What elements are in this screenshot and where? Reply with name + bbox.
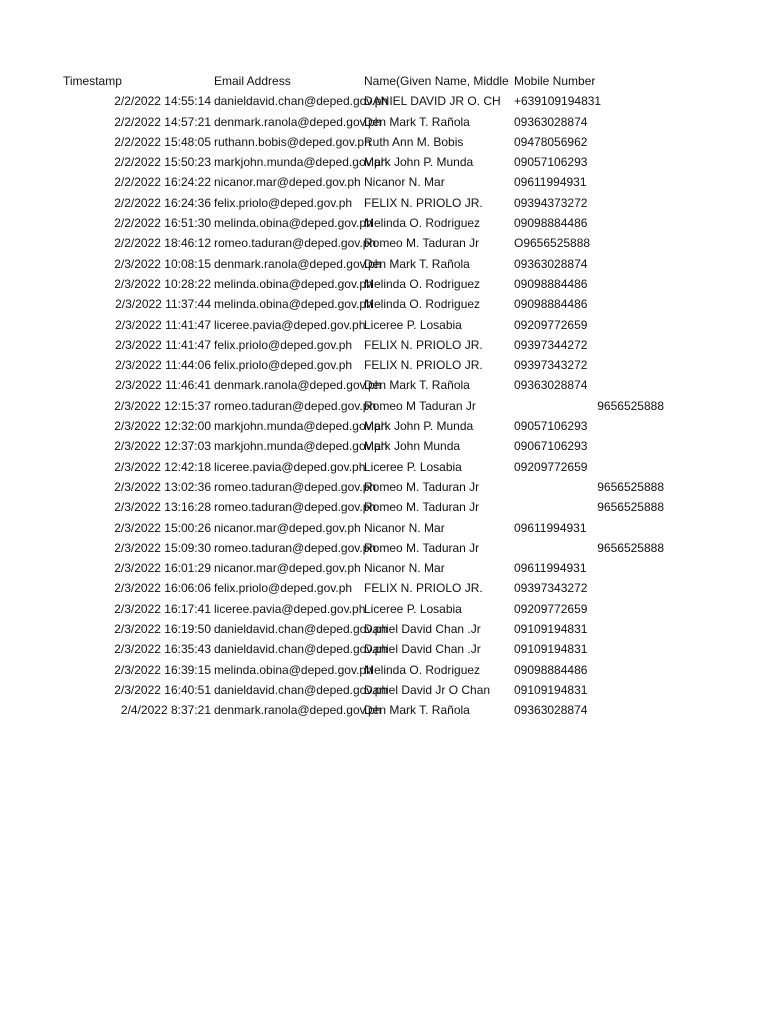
name-cell: Melinda O. Rodriguez — [364, 662, 481, 677]
name-cell: Nicanor N. Mar — [364, 520, 445, 535]
timestamp-cell: 2/2/2022 15:50:23 — [114, 155, 211, 170]
timestamp-cell: 2/2/2022 16:24:36 — [114, 195, 211, 210]
mobile-cell: 09363028874 — [514, 703, 588, 718]
timestamp-cell: 2/3/2022 16:39:15 — [114, 662, 211, 677]
timestamp-cell: 2/3/2022 15:00:26 — [114, 520, 211, 535]
name-cell: Liceree P. Losabia — [364, 601, 462, 616]
email-cell: liceree.pavia@deped.gov.ph — [214, 601, 366, 616]
mobile-cell: 09057106293 — [514, 155, 588, 170]
name-cell: Daniel David Chan .Jr — [364, 642, 481, 657]
name-cell: Melinda O. Rodriguez — [364, 216, 481, 231]
email-cell: markjohn.munda@deped.gov.ph — [214, 439, 388, 454]
timestamp-cell: 2/3/2022 12:42:18 — [114, 459, 211, 474]
email-cell: melinda.obina@deped.gov.ph — [214, 216, 373, 231]
email-cell: romeo.taduran@deped.gov.ph — [214, 236, 377, 251]
email-cell: markjohn.munda@deped.gov.ph — [214, 155, 388, 170]
mobile-cell: 9656525888 — [597, 500, 664, 515]
email-cell: felix.priolo@deped.gov.ph — [214, 195, 353, 210]
name-cell: Melinda O. Rodriguez — [364, 297, 481, 312]
mobile-cell: 09611994931 — [514, 561, 587, 576]
mobile-cell: 09611994931 — [514, 520, 587, 535]
mobile-cell: 09109194831 — [514, 682, 588, 697]
mobile-cell: 09057106293 — [514, 419, 588, 434]
name-cell: Liceree P. Losabia — [364, 459, 462, 474]
email-cell: markjohn.munda@deped.gov.ph — [214, 419, 388, 434]
timestamp-cell: 2/2/2022 16:51:30 — [114, 216, 211, 231]
mobile-cell: 9656525888 — [597, 398, 664, 413]
email-cell: romeo.taduran@deped.gov.ph — [214, 398, 377, 413]
mobile-cell: 9656525888 — [597, 479, 664, 494]
mobile-cell: 09397343272 — [514, 581, 588, 596]
email-cell: melinda.obina@deped.gov.ph — [214, 276, 373, 291]
mobile-cell: +639109194831 — [514, 94, 602, 109]
name-cell: FELIX N. PRIOLO JR. — [364, 581, 483, 596]
name-cell: Liceree P. Losabia — [364, 317, 462, 332]
email-cell: danieldavid.chan@deped.gov.ph — [214, 642, 389, 657]
header-mobile: Mobile Number — [514, 74, 596, 88]
email-cell: ruthann.bobis@deped.gov.ph — [214, 134, 371, 149]
name-cell: Melinda O. Rodriguez — [364, 276, 481, 291]
timestamp-cell: 2/2/2022 14:57:21 — [114, 114, 211, 129]
email-cell: denmark.ranola@deped.gov.ph — [214, 378, 382, 393]
timestamp-cell: 2/3/2022 12:32:00 — [114, 419, 211, 434]
name-cell: Romeo M. Taduran Jr — [364, 500, 480, 515]
name-cell: Mark John Munda — [364, 439, 461, 454]
timestamp-cell: 2/3/2022 11:37:44 — [115, 297, 211, 312]
email-cell: romeo.taduran@deped.gov.ph — [214, 500, 377, 515]
header-email: Email Address — [214, 74, 291, 88]
mobile-cell: 09098884486 — [514, 216, 588, 231]
timestamp-cell: 2/3/2022 10:28:22 — [114, 276, 211, 291]
timestamp-cell: 2/3/2022 16:35:43 — [114, 642, 211, 657]
timestamp-cell: 2/3/2022 12:15:37 — [114, 398, 211, 413]
name-cell: Daniel David Chan .Jr — [364, 622, 481, 637]
name-cell: Romeo M Taduran Jr — [364, 398, 476, 413]
email-cell: danieldavid.chan@deped.gov.ph — [214, 94, 389, 109]
mobile-cell: 09098884486 — [514, 662, 588, 677]
mobile-cell: 9656525888 — [597, 540, 664, 555]
email-cell: liceree.pavia@deped.gov.ph — [214, 317, 366, 332]
mobile-cell: 09098884486 — [514, 297, 588, 312]
name-cell: Daniel David Jr O Chan — [364, 682, 491, 697]
mobile-cell: 09209772659 — [514, 601, 588, 616]
mobile-cell: 09611994931 — [514, 175, 587, 190]
email-cell: felix.priolo@deped.gov.ph — [214, 581, 353, 596]
timestamp-cell: 2/3/2022 15:09:30 — [114, 540, 211, 555]
name-cell: FELIX N. PRIOLO JR. — [364, 358, 483, 373]
timestamp-cell: 2/3/2022 16:19:50 — [114, 622, 211, 637]
email-cell: romeo.taduran@deped.gov.ph — [214, 540, 377, 555]
mobile-cell: 09098884486 — [514, 276, 588, 291]
header-timestamp: Timestamp — [63, 74, 122, 88]
name-cell: Den Mark T. Rañola — [364, 114, 470, 129]
timestamp-cell: 2/3/2022 13:16:28 — [114, 500, 211, 515]
mobile-cell: 09109194831 — [514, 642, 588, 657]
mobile-cell: 09363028874 — [514, 256, 588, 271]
name-cell: Nicanor N. Mar — [364, 561, 445, 576]
timestamp-cell: 2/2/2022 15:48:05 — [114, 134, 211, 149]
email-cell: denmark.ranola@deped.gov.ph — [214, 114, 382, 129]
mobile-cell: 09209772659 — [514, 317, 588, 332]
name-cell: Mark John P. Munda — [364, 419, 474, 434]
name-cell: Romeo M. Taduran Jr — [364, 236, 480, 251]
mobile-cell: 09209772659 — [514, 459, 588, 474]
email-cell: danieldavid.chan@deped.gov.ph — [214, 682, 389, 697]
email-cell: melinda.obina@deped.gov.ph — [214, 297, 373, 312]
name-cell: FELIX N. PRIOLO JR. — [364, 337, 483, 352]
timestamp-cell: 2/3/2022 11:41:47 — [115, 317, 211, 332]
email-cell: liceree.pavia@deped.gov.ph — [214, 459, 366, 474]
name-cell: Ruth Ann M. Bobis — [364, 134, 464, 149]
email-cell: romeo.taduran@deped.gov.ph — [214, 479, 377, 494]
email-cell: danieldavid.chan@deped.gov.ph — [214, 622, 389, 637]
email-cell: nicanor.mar@deped.gov.ph — [214, 175, 361, 190]
email-cell: felix.priolo@deped.gov.ph — [214, 358, 353, 373]
mobile-cell: 09397344272 — [514, 337, 588, 352]
mobile-cell: 09478056962 — [514, 134, 588, 149]
timestamp-cell: 2/2/2022 16:24:22 — [114, 175, 211, 190]
name-cell: FELIX N. PRIOLO JR. — [364, 195, 483, 210]
mobile-cell: 09109194831 — [514, 622, 588, 637]
timestamp-cell: 2/2/2022 14:55:14 — [114, 94, 211, 109]
mobile-cell: 09397343272 — [514, 358, 588, 373]
timestamp-cell: 2/3/2022 16:40:51 — [114, 682, 211, 697]
email-cell: denmark.ranola@deped.gov.ph — [214, 256, 382, 271]
mobile-cell: 09067106293 — [514, 439, 588, 454]
timestamp-cell: 2/3/2022 12:37:03 — [114, 439, 211, 454]
email-cell: denmark.ranola@deped.gov.ph — [214, 703, 382, 718]
name-cell: Mark John P. Munda — [364, 155, 474, 170]
timestamp-cell: 2/3/2022 16:01:29 — [114, 561, 211, 576]
header-name: Name(Given Name, Middle — [364, 74, 509, 88]
timestamp-cell: 2/3/2022 16:17:41 — [114, 601, 211, 616]
email-cell: nicanor.mar@deped.gov.ph — [214, 561, 361, 576]
name-cell: Nicanor N. Mar — [364, 175, 445, 190]
name-cell: DANIEL DAVID JR O. CH — [364, 94, 501, 109]
name-cell: Den Mark T. Rañola — [364, 703, 470, 718]
timestamp-cell: 2/3/2022 11:46:41 — [115, 378, 211, 393]
timestamp-cell: 2/3/2022 16:06:06 — [114, 581, 211, 596]
mobile-cell: 09394373272 — [514, 195, 588, 210]
name-cell: Romeo M. Taduran Jr — [364, 479, 480, 494]
mobile-cell: 09363028874 — [514, 114, 588, 129]
name-cell: Den Mark T. Rañola — [364, 256, 470, 271]
email-cell: melinda.obina@deped.gov.ph — [214, 662, 373, 677]
email-cell: nicanor.mar@deped.gov.ph — [214, 520, 361, 535]
timestamp-cell: 2/3/2022 11:44:06 — [115, 358, 211, 373]
mobile-cell: 09363028874 — [514, 378, 588, 393]
email-cell: felix.priolo@deped.gov.ph — [214, 337, 353, 352]
timestamp-cell: 2/3/2022 10:08:15 — [114, 256, 211, 271]
timestamp-cell: 2/2/2022 18:46:12 — [114, 236, 211, 251]
timestamp-cell: 2/4/2022 8:37:21 — [120, 703, 211, 718]
timestamp-cell: 2/3/2022 13:02:36 — [114, 479, 211, 494]
name-cell: Den Mark T. Rañola — [364, 378, 470, 393]
timestamp-cell: 2/3/2022 11:41:47 — [115, 337, 211, 352]
mobile-cell: O9656525888 — [514, 236, 591, 251]
name-cell: Romeo M. Taduran Jr — [364, 540, 480, 555]
